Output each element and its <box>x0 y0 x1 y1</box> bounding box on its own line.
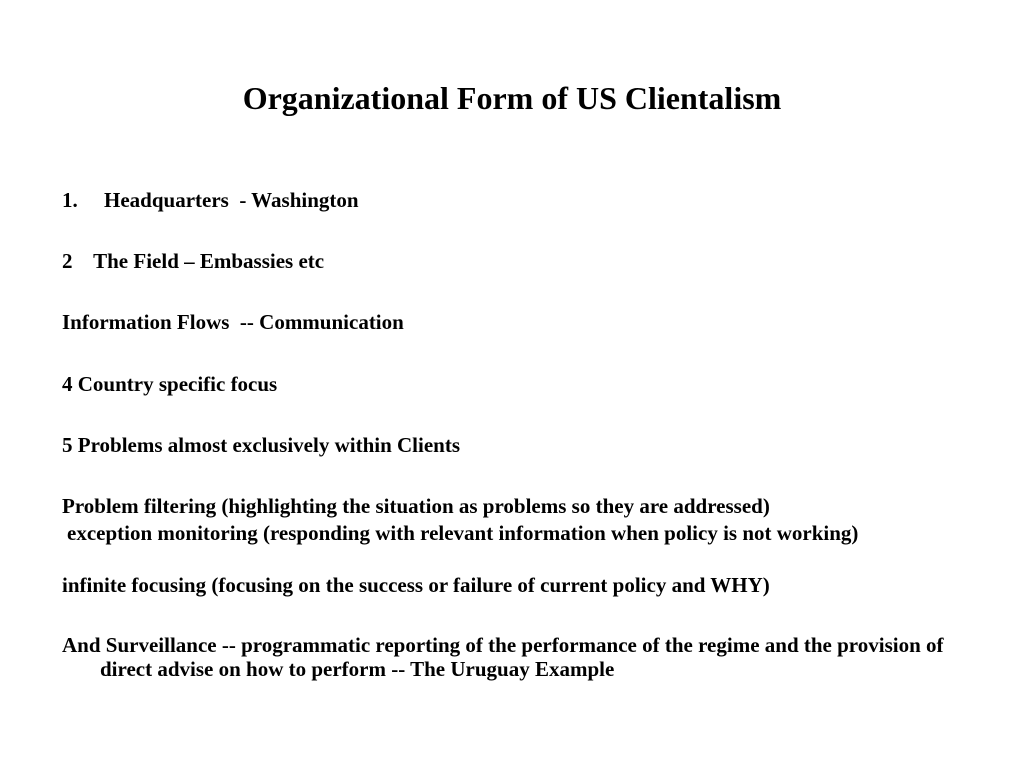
bullet-problem-filtering: Problem filtering (highlighting the situation as problems so they are addressed) <box>62 494 770 518</box>
bullet-the-field: 2 The Field – Embassies etc <box>62 249 325 273</box>
slide-title: Organizational Form of US Clientalism <box>242 80 782 116</box>
bullet-infinite-focusing: infinite focusing (focusing on the success or failure of current policy and WHY) <box>62 573 770 597</box>
bullet-exception-monitoring: exception monitoring (responding with relevant information when policy is not working) <box>67 521 859 545</box>
bullet-problems-within-clients: 5 Problems almost exclusively within Clients <box>62 433 461 457</box>
bullet-surveillance: And Surveillance -- programmatic reporting of the performance of the regime and the provision of direct advise on how to perform -- The Uruguay Example <box>62 633 944 681</box>
bullet-information-flows: Information Flows -- Communication <box>62 310 404 334</box>
bullet-country-specific-focus: 4 Country specific focus <box>62 372 278 396</box>
bullet-headquarters: 1. Headquarters - Washington <box>62 188 359 212</box>
